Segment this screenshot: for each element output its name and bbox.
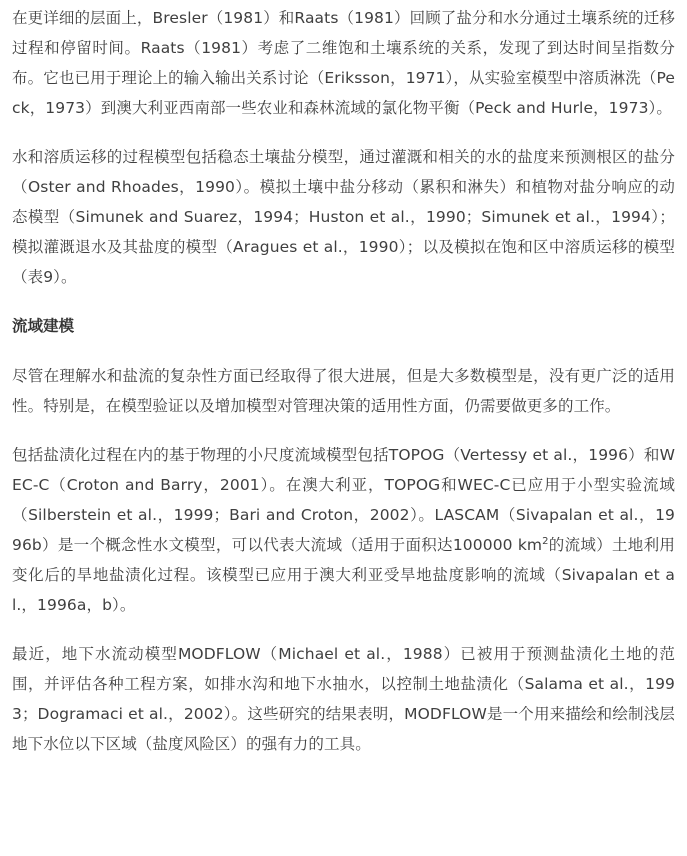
superscript-2: 2	[542, 535, 549, 547]
paragraph-4	[12, 440, 675, 620]
paragraph-4-part-2: 的流域）土地利用变化后的旱地盐渍化过程。该模型已应用于澳大利亚受旱地盐度影响的流域（Sivapalan et al.，1996a，b）。	[12, 536, 675, 614]
paragraph-5: 最近，地下水流动模型MODFLOW（Michael et al.，1988）已被用于预测盐渍化土地的范围，并评估各种工程方案，如排水沟和地下水抽水，以控制土地盐渍化（Salama et al.，1993；Dogramaci et al.，2002）。这些研究的结果表明，MODFLOW是一个用来描绘和绘制浅层地下水位以下区域（盐度风险区）的强有力的工具。	[12, 645, 675, 753]
paragraph-1: 在更详细的层面上，Bresler（1981）和Raats（1981）回顾了盐分和水分通过土壤系统的迁移过程和停留时间。Raats（1981）考虑了二维饱和土壤系统的关系，发现了到达时间呈指数分布。它也已用于理论上的输入输出关系讨论（Eriksson，1971），从实验室模型中溶质淋洗（Peck，1973）到澳大利亚西南部一些农业和森林流域的氯化物平衡（Peck and Hurle，1973）。	[12, 9, 675, 117]
paragraph-2: 水和溶质运移的过程模型包括稳态土壤盐分模型，通过灌溉和相关的水的盐度来预测根区的盐分（Oster and Rhoades，1990）。模拟土壤中盐分移动（累积和淋失）和植物对盐分响应的动态模型（Simunek and Suarez，1994；Huston et al.，1990；Simunek et al.，1994）；模拟灌溉退水及其盐度的模型（Aragues et al.，1990）；以及模拟在饱和区中溶质运移的模型（表9）。	[12, 148, 675, 286]
section-heading: 流域建模	[12, 317, 75, 335]
paragraph-4-part-1: 包括盐渍化过程在内的基于物理的小尺度流域模型包括TOPOG（Vertessy et al.，1996）和WEC-C（Croton and Barry，2001）。在澳大利亚，TOPOG和WEC-C已应用于小型实验流域（Silberstein et al.，1999；Bari and Croton，2002）。LASCAM（Sivapalan et al.，1996b）是一个概念性水文模型，可以代表大流域（适用于面积达100000 km	[12, 446, 675, 554]
paragraph-3: 尽管在理解水和盐流的复杂性方面已经取得了很大进展，但是大多数模型是，没有更广泛的适用性。特别是，在模型验证以及增加模型对管理决策的适用性方面，仍需要做更多的工作。	[12, 367, 675, 415]
